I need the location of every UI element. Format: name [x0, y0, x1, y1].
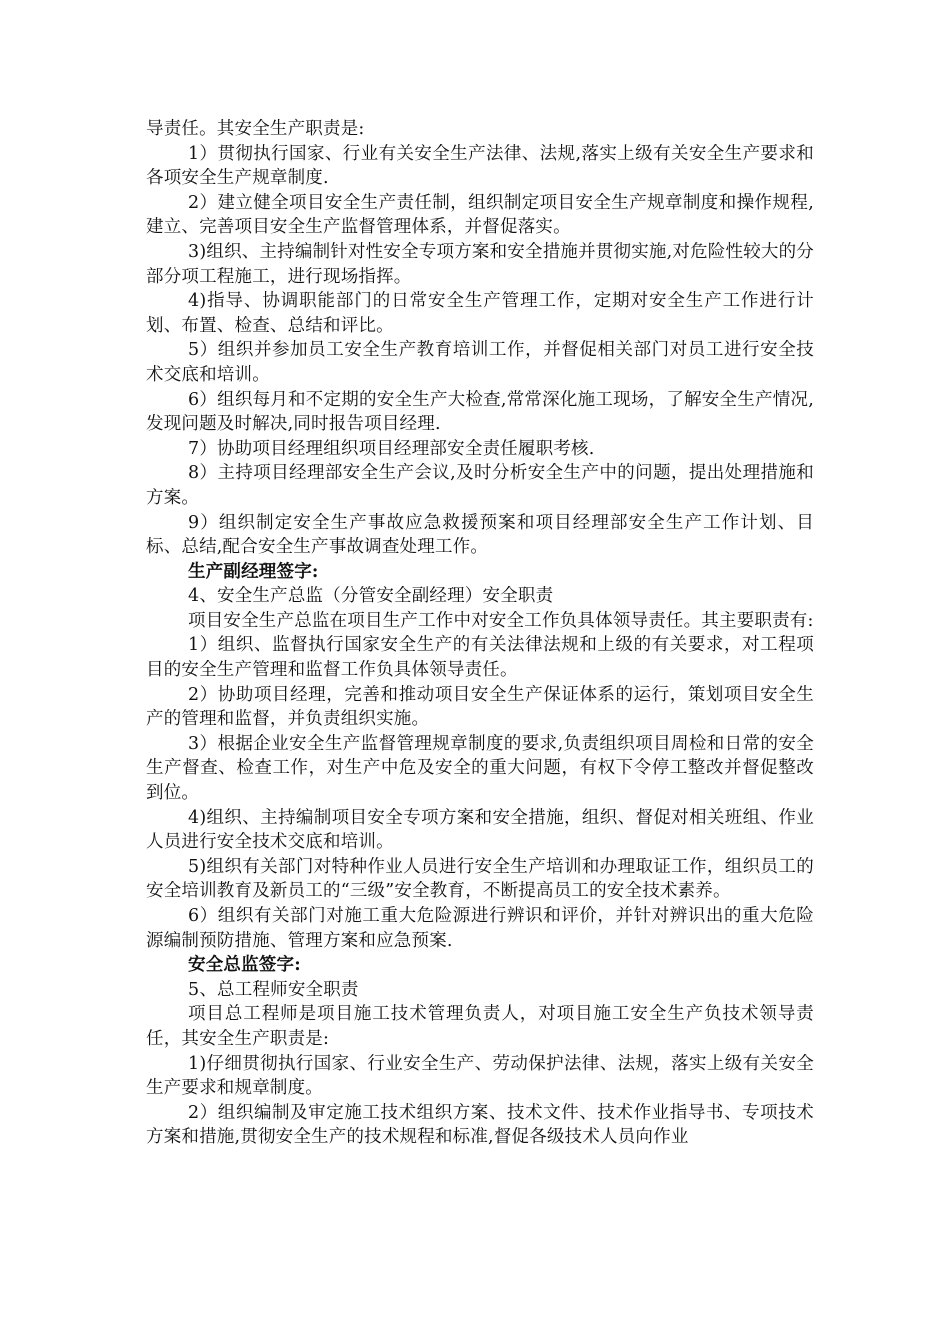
paragraph: 2）组织编制及审定施工技术组织方案、技术文件、技术作业指导书、专项技术方案和措施,贯彻安全生产的技术规程和标准,督促各级技术人员向作业: [146, 1102, 814, 1148]
paragraph: 项目总工程师是项目施工技术管理负责人，对项目施工安全生产负技术领导责任，其安全生产职责是:: [146, 1004, 814, 1049]
paragraph: 6）组织每月和不定期的安全生产大检查,常常深化施工现场，了解安全生产情况,发现问题及时解决,同时报告项目经理.: [146, 389, 814, 435]
paragraph: 4)指导、协调职能部门的日常安全生产管理工作，定期对安全生产工作进行计划、布置、检查、总结和评比。: [146, 291, 814, 336]
paragraph: 2）建立健全项目安全生产责任制，组织制定项目安全生产规章制度和操作规程,建立、完善项目安全生产监督管理体系，并督促落实。: [146, 192, 814, 238]
section-heading: 4、安全生产总监（分管安全副经理）安全职责: [188, 586, 554, 607]
paragraph: 5)组织有关部门对特种作业人员进行安全生产培训和办理取证工作，组织员工的安全培训教育及新员工的“三级”安全教育，不断提高员工的安全技术素养。: [146, 856, 814, 902]
paragraph: 9）组织制定安全生产事故应急救援预案和项目经理部安全生产工作计划、目标、总结,配合安全生产事故调查处理工作。: [146, 512, 814, 558]
paragraph: 导责任。其安全生产职责是:: [146, 119, 365, 139]
paragraph: 1)仔细贯彻执行国家、行业安全生产、劳动保护法律、法规，落实上级有关安全生产要求和规章制度。: [146, 1053, 814, 1099]
document-body: [146, 117, 814, 1150]
paragraph: 7）协助项目经理组织项目经理部安全责任履职考核.: [188, 438, 595, 459]
paragraph: 1）贯彻执行国家、行业有关安全生产法律、法规,落实上级有关安全生产要求和各项安全生产规章制度.: [146, 143, 814, 189]
paragraph: 6）组织有关部门对施工重大危险源进行辨识和评价，并针对辨识出的重大危险源编制预防措施、管理方案和应急预案.: [146, 906, 814, 951]
paragraph: 8）主持项目经理部安全生产会议,及时分析安全生产中的问题，提出处理措施和方案。: [146, 463, 814, 508]
paragraph: 5）组织并参加员工安全生产教育培训工作，并督促相关部门对员工进行安全技术交底和培训。: [146, 340, 814, 385]
paragraph: 3）根据企业安全生产监督管理规章制度的要求,负责组织项目周检和日常的安全生产督查、检查工作，对生产中危及安全的重大问题，有权下令停工整改并督促整改到位。: [146, 733, 814, 804]
section-heading: 5、总工程师安全职责: [188, 979, 359, 1000]
signature-label-safety-director: 安全总监签字:: [188, 955, 301, 976]
paragraph: 4)组织、主持编制项目安全专项方案和安全措施，组织、督促对相关班组、作业人员进行安全技术交底和培训。: [146, 807, 814, 853]
paragraph: 1）组织、监督执行国家安全生产的有关法律法规和上级的有关要求，对工程项目的安全生产管理和监督工作负具体领导责任。: [146, 635, 814, 681]
paragraph: 项目安全生产总监在项目生产工作中对安全工作负具体领导责任。其主要职责有:: [188, 610, 814, 631]
signature-label-production-deputy: 生产副经理签字:: [188, 561, 319, 582]
paragraph: 2）协助项目经理，完善和推动项目安全生产保证体系的运行，策划项目安全生产的管理和监督，并负责组织实施。: [146, 684, 814, 730]
paragraph: 3)组织、主持编制针对性安全专项方案和安全措施并贯彻实施,对危险性较大的分部分项工程施工，进行现场指挥。: [146, 241, 814, 287]
